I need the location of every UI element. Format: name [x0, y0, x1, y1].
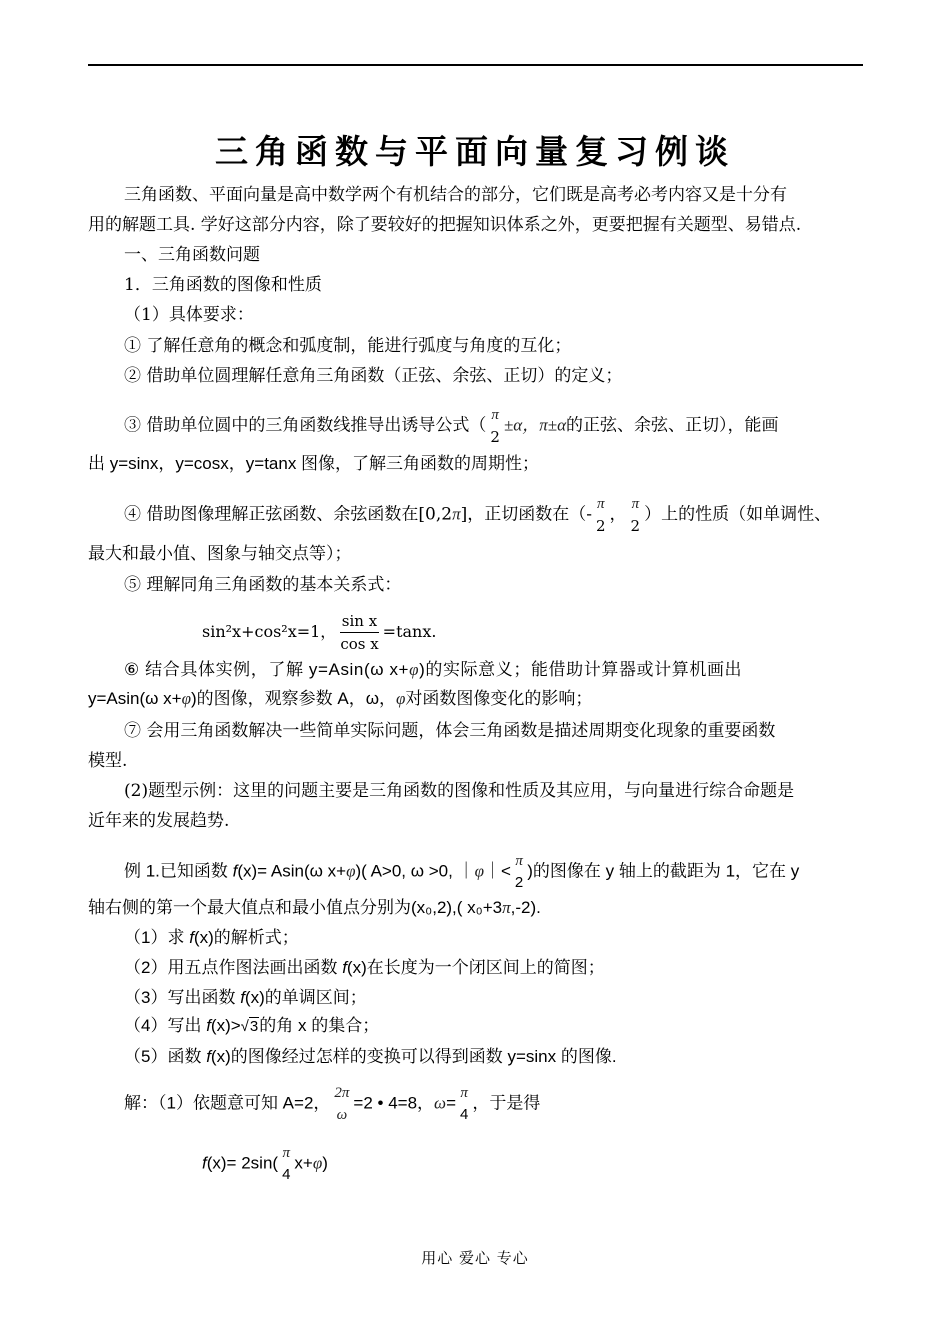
fraction-pi-over-2: π 2 [490, 407, 500, 446]
fraction-pi-over-4: π 4 [282, 1145, 291, 1183]
requirement-5: ⑤ 理解同角三角函数的基本关系式： [124, 575, 402, 595]
requirement-7-cont: 模型. [88, 751, 128, 771]
intro-line-2: 用的解题工具. 学好这部分内容，除了要较好的把握知识体系之外，更要把握有关题型、易错点. [88, 215, 802, 235]
requirement-3-cont: 出 y=sinx，y=cosx，y=tanx 图像，了解三角函数的周期性； [88, 454, 540, 473]
requirement-4: ④ 借助图像理解正弦函数、余弦函数在[0,2π]，正切函数在（- π 2 ， π 2 ）上的性质（如单调性、 [124, 493, 831, 537]
solution-line-1: 解：（1）依题意可知 A=2， 2π ω =2 • 4=8，ω= π 4 ，于是得 [124, 1082, 540, 1126]
requirement-4-cont: 最大和最小值、图象与轴交点等）； [88, 544, 352, 564]
requirement-6: ⑥ 结合具体实例，了解 y=Asin(ω x+φ)的实际意义；能借助计算器或计算机画出 [124, 660, 743, 679]
fraction-pi-over-2: π 2 [630, 496, 641, 535]
requirement-1: ① 了解任意角的概念和弧度制，能进行弧度与角度的互化； [124, 336, 572, 356]
sqrt-3: √3 [240, 1017, 259, 1035]
requirement-6-cont: y=Asin(ω x+φ)的图像，观察参数 A，ω，φ对函数图像变化的影响； [88, 689, 593, 708]
subsection-heading: 1．三角函数的图像和性质 [124, 275, 322, 295]
solution-formula: f(x)= 2sin( π 4 x+φ) [202, 1142, 328, 1186]
fraction-2pi-over-omega: 2π ω [334, 1085, 350, 1123]
example-question-4: （4）写出 f(x)>√3的角 x 的集合； [124, 1013, 379, 1040]
section-heading: 一、三角函数问题 [124, 245, 260, 265]
trig-identity-formula: sin²x+cos²x=1， $\frac{\text{sin x}}{\text{cos x}}$ =tanx. [202, 612, 437, 653]
requirements-label: （1）具体要求： [124, 305, 254, 325]
fraction-sin-over-cos: $\frac{\text{sin x}}{\text{cos x}}$ [340, 612, 379, 653]
intro-line-1: 三角函数、平面向量是高中数学两个有机结合的部分，它们既是高考必考内容又是十分有 [124, 185, 787, 205]
example-question-3: （3）写出函数 f(x)的单调区间； [124, 988, 367, 1007]
requirement-3-text-a: ③ 借助单位圆中的三角函数线推导出诱导公式（ [124, 415, 487, 436]
example-question-2: （2）用五点作图法画出函数 f(x)在长度为一个闭区间上的简图； [124, 958, 605, 977]
requirement-2: ② 借助单位圆理解任意角三角函数（正弦、余弦、正切）的定义； [124, 366, 623, 386]
page-title: 三角函数与平面向量复习例谈 [215, 132, 735, 171]
fraction-pi-over-2: π 2 [596, 496, 606, 535]
requirement-3: ③ 借助单位圆中的三角函数线推导出诱导公式（ π 2 ±α，π±α的正弦、余弦、正切），能画 [124, 404, 779, 448]
example-1-statement: 例 1.已知函数 f(x)= Asin(ω x+φ)( A>0, ω >0, ｜φ｜< π 2 )的图像在 y 轴上的截距为 1，它在 y [124, 850, 799, 894]
example-question-1: （1）求 f(x)的解析式； [124, 928, 299, 947]
fraction-pi-over-4: π 4 [460, 1085, 469, 1123]
fraction-pi-over-2: π 2 [514, 853, 524, 891]
header-rule [88, 64, 863, 66]
example-1-statement-cont: 轴右侧的第一个最大值点和最小值点分别为(x₀,2),( x₀+3π,-2). [88, 898, 541, 917]
example-question-5: （5）函数 f(x)的图像经过怎样的变换可以得到函数 y=sinx 的图像. [124, 1047, 617, 1066]
question-types-line-2: 近年来的发展趋势. [88, 811, 230, 831]
page-footer: 用心 爱心 专心 [421, 1249, 529, 1267]
question-types-line-1: (2)题型示例：这里的问题主要是三角函数的图像和性质及其应用，与向量进行综合命题是 [124, 781, 795, 801]
requirement-7: ⑦ 会用三角函数解决一些简单实际问题，体会三角函数是描述周期变化现象的重要函数 [124, 721, 776, 741]
